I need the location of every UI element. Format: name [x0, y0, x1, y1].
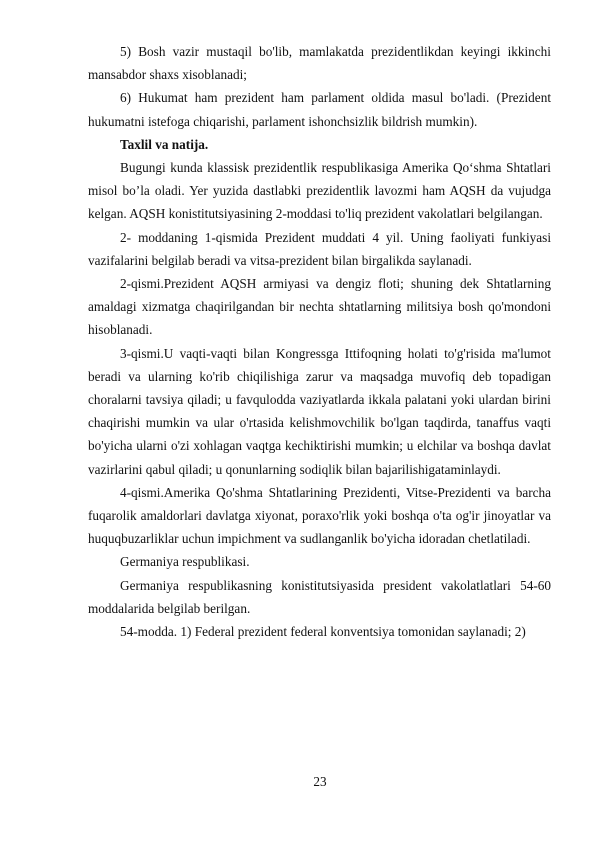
paragraph-item-6: 6) Hukumat ham prezident ham parlament oldida masul bo'ladi. (Prezident hukumatni istefoga chiqarishi, parlament ishonchsizlik bildrish mumkin).: [88, 90, 551, 129]
document-body: [88, 40, 551, 643]
paragraph-usa-example: Bugungi kunda klassisk prezidentlik respublikasiga Amerika Qo‘shma Shtatlari misol bo’la oladi. Yer yuzida dastlabki prezidentlik lavozmi ham AQSH da vujudga kelgan. AQSH konistitutsiyasining 2-moddasi to'liq prezident vakolatlari belgilangan.: [88, 160, 551, 222]
paragraph-article-2-part-4: 4-qismi.Amerika Qo'shma Shtatlarining Prezidenti, Vitse-Prezidenti va barcha fuqarolik amaldorlari davlatga xiyonat, poraxo'rlik yoki boshqa o'ta og'ir jinoyatlar va huquqbuzarliklar uchun impichment va sudlanganlik bo'yicha idoradan chetlatiladi.: [88, 484, 551, 547]
paragraph-article-2-part-2: 2-qismi.Prezident AQSH armiyasi va dengiz floti; shuning dek Shtatlarning amaldagi xizmatga chaqirilgandan bir nechta shtatlarning militsiya bosh qo'mondoni hisoblanadi.: [88, 276, 551, 338]
paragraph-article-54: 54-modda. 1) Federal prezident federal konventsiya tomonidan saylanadi; 2): [120, 624, 526, 640]
paragraph-article-2-part-3: 3-qismi.U vaqti-vaqti bilan Kongressga Ittifoqning holati to'g'risida ma'lumot beradi va ularning ko'rib chiqilishiga zarur va maqsadga muvofiq deb topadigan choralarni tavsiya qiladi; u favqulodda vaziyatlarda ikkala palatani yoki ulardan birini chaqirishi mumkin va ular o'rtasida kelishmovchilik bo'lgan taqdirda, tanaffus vaqti bo'yicha ularni o'zi xohlagan vaqtga kechiktirishi mumkin; u elchilar va boshqa davlat vazirlarini qabul qiladi; u qonunlarning sodiqlik bilan bajarilishigataminlaydi.: [88, 345, 551, 477]
section-heading-germany: Germaniya respublikasi.: [120, 554, 250, 570]
page-number: 23: [313, 774, 327, 789]
paragraph-germany-constitution: Germaniya respublikasning konistitutsiyasida president vakolatlatlari 54-60 moddalarida belgilab berilgan.: [88, 577, 551, 616]
paragraph-article-2-part-1: 2- moddaning 1-qismida Prezident muddati 4 yil. Uning faoliyati funkiyasi vazifalarini belgilab beradi va vitsa-prezident bilan birgalikda saylanadi.: [88, 229, 551, 268]
section-heading-analysis: Taxlil va natija.: [120, 136, 209, 152]
paragraph-item-5: 5) Bosh vazir mustaqil bo'lib, mamlakatda prezidentlikdan keyingi ikkinchi mansabdor shaxs xisoblanadi;: [88, 44, 551, 83]
